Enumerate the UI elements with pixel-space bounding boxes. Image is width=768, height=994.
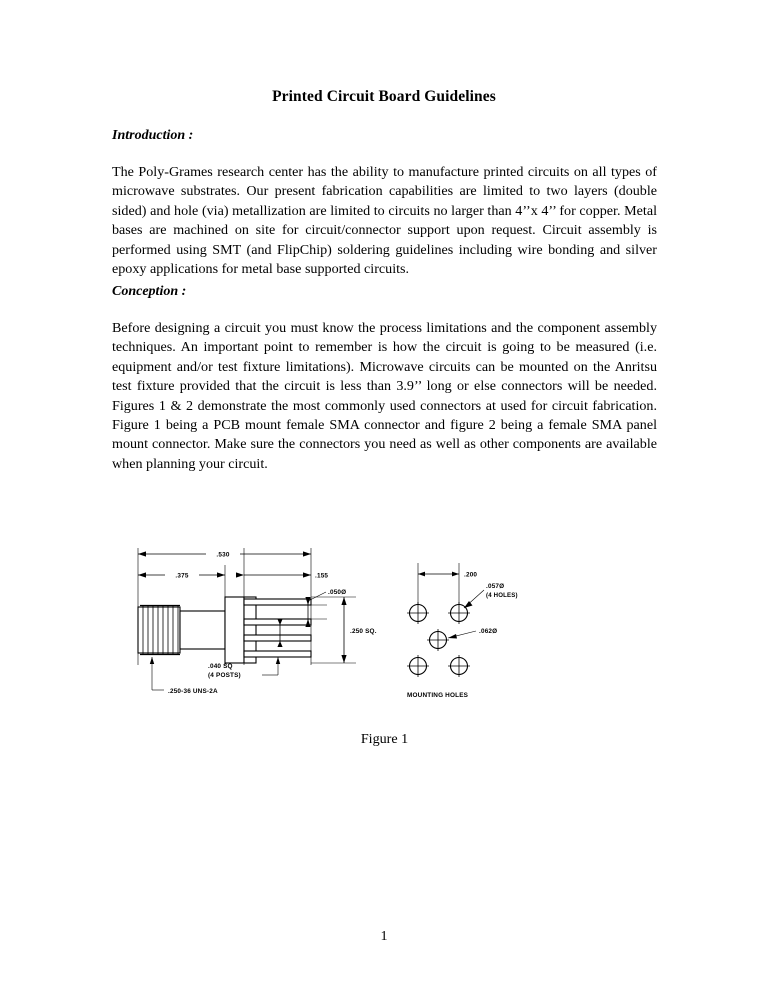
dim-label-posts: .040 SQ — [208, 663, 233, 670]
dim-label-posts-qty: (4 POSTS) — [208, 672, 241, 679]
page-title: Printed Circuit Board Guidelines — [272, 88, 496, 105]
mounting-hole-bottom-right — [448, 655, 470, 677]
dim-200-spacing — [418, 572, 477, 579]
dim-label-thread: .250-36 UNS-2A — [168, 688, 218, 695]
section-heading-introduction: Introduction : — [112, 128, 194, 143]
page-number: 1 — [380, 928, 388, 944]
technical-drawing-svg — [112, 535, 657, 705]
callout-057-holes — [464, 583, 518, 608]
dim-label-body: .375 — [175, 572, 189, 580]
dim-label-square: .250 SQ. — [350, 628, 377, 635]
connector-profile — [138, 597, 256, 663]
callout-062-hole — [448, 628, 497, 639]
dim-label-flange: .155 — [315, 572, 329, 580]
figure-caption: Figure 1 — [360, 731, 409, 747]
sma-connector-drawing — [112, 535, 657, 705]
dim-label-hole-major: .057Ø — [486, 583, 505, 590]
dim-row-375-155 — [138, 570, 346, 581]
dim-overall-530 — [138, 549, 311, 560]
dim-label-pin-pitch: .050Ø — [328, 589, 347, 596]
mounting-hole-bottom-left — [407, 655, 429, 677]
dim-label-hole-major-qty: (4 HOLES) — [486, 592, 518, 599]
section-heading-conception: Conception : — [112, 284, 187, 299]
mounting-holes-label: MOUNTING HOLES — [407, 692, 469, 699]
mounting-hole-pattern — [407, 563, 518, 699]
figure-1-block — [112, 535, 657, 760]
mounting-hole-top-left — [407, 602, 429, 624]
paragraph-conception: Before designing a circuit you must know the process limitations and the component assembly techniques. An important point to remember is how the circuit is going to be measured (i.e. equipment and/or test fixture limitations). Microwave circuits can be mounted on the Anritsu test fixture provided that the circuit is less than 3.9’’ long or else connectors will be needed. Figures 1 & 2 demonstrate the most commonly used connectors at used for circuit fabrication. Figure 1 being a PCB mount female SMA connector and figure 2 being a female SMA panel mount connector. Make sure the connectors you need as well as other components are available when planning your circuit. — [112, 320, 657, 472]
dim-250-sq — [341, 597, 396, 663]
dim-label-hole-spacing: .200 — [464, 571, 478, 579]
dim-label-overall: .530 — [216, 551, 230, 559]
dim-label-hole-center: .062Ø — [479, 628, 498, 635]
paragraph-introduction: The Poly-Grames research center has the ability to manufacture printed circuits on all types of microwave substrates. Our present fabrication capabilities are limited to two layers (double sided) and hole (via) metallization are limited to circuits no larger than 4’’x 4’’ for copper. Metal bases are machined on site for circuit/connector support upon request. Circuit assembly is performed using SMT (and FlipChip) soldering guidelines including wire bonding and silver epoxy applications for metal base supported circuits. — [112, 164, 657, 278]
center-pin-hole — [427, 629, 449, 651]
